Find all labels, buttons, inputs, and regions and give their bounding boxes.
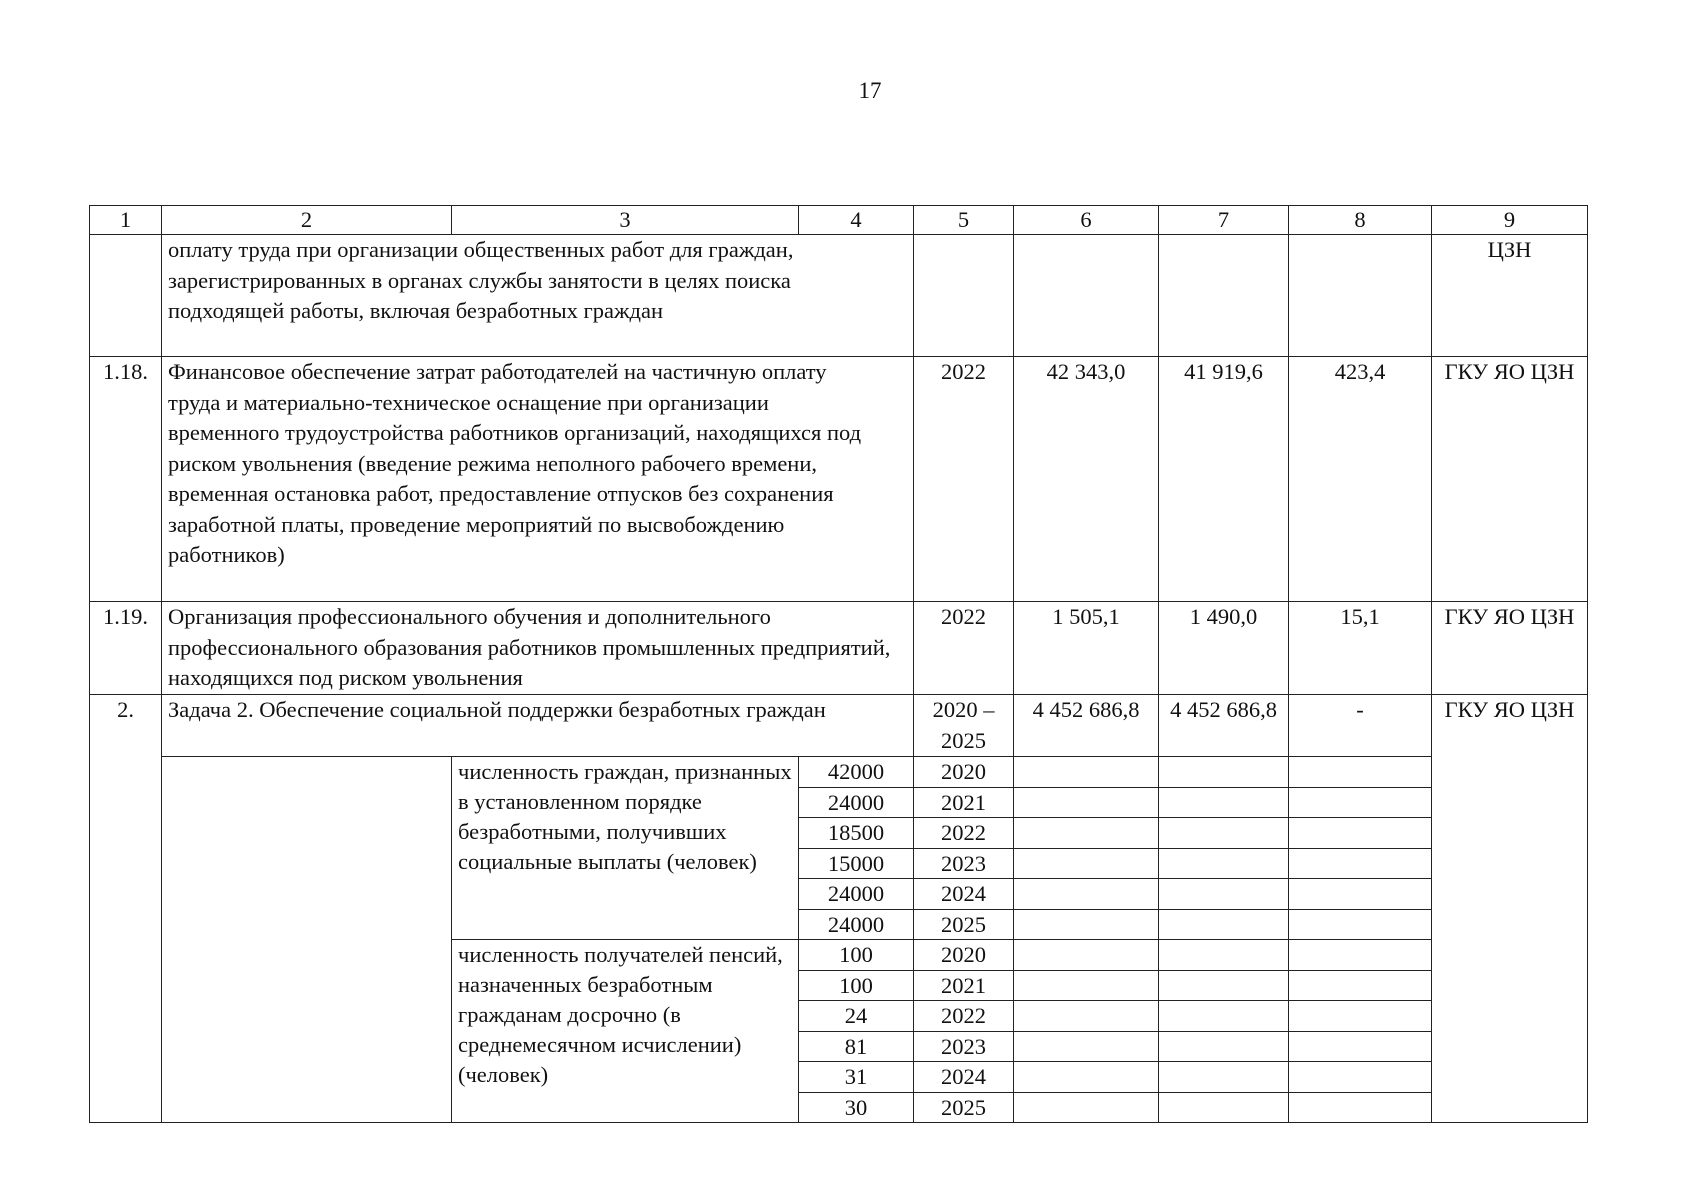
indicator-year: 2021 <box>914 970 1014 1001</box>
column-number: 9 <box>1432 206 1588 235</box>
column-number: 4 <box>799 206 914 235</box>
empty-cell <box>1159 909 1289 940</box>
empty-cell <box>1289 1092 1432 1123</box>
empty-cell <box>1159 970 1289 1001</box>
empty-cell <box>1014 1031 1159 1062</box>
indicator-value: 30 <box>799 1092 914 1123</box>
col8-cell: 15,1 <box>1289 602 1432 695</box>
row-number: 1.19. <box>90 602 162 695</box>
col8-cell: 423,4 <box>1289 357 1432 602</box>
empty-cell <box>1159 1031 1289 1062</box>
indicator-year: 2024 <box>914 879 1014 910</box>
indicator-value: 15000 <box>799 848 914 879</box>
indicator-year: 2020 <box>914 757 1014 788</box>
indicator-label: численность получателей пенсий, назначенных безработным гражданам досрочно (в среднемесячном исчислении) (человек) <box>452 940 799 1123</box>
executor-cell: ГКУ ЯО ЦЗН <box>1432 695 1588 1123</box>
indicator-year: 2021 <box>914 787 1014 818</box>
empty-cell <box>1159 787 1289 818</box>
activity-text: Задача 2. Обеспечение социальной поддержки безработных граждан <box>162 695 914 757</box>
year-cell <box>914 235 1014 357</box>
row-number: 1.18. <box>90 357 162 602</box>
empty-cell <box>1159 1001 1289 1032</box>
indicator-value: 24000 <box>799 879 914 910</box>
year-cell: 2020 – 2025 <box>914 695 1014 757</box>
empty-cell <box>1014 1092 1159 1123</box>
empty-cell <box>1159 1092 1289 1123</box>
column-number: 5 <box>914 206 1014 235</box>
activity-table <box>89 205 1588 1123</box>
col7-cell <box>1159 235 1289 357</box>
empty-cell <box>1014 1062 1159 1093</box>
col7-cell: 41 919,6 <box>1159 357 1289 602</box>
table-row-1-18 <box>90 357 1588 602</box>
row-number: 2. <box>90 695 162 1123</box>
column-number: 8 <box>1289 206 1432 235</box>
col7-cell: 4 452 686,8 <box>1159 695 1289 757</box>
empty-cell <box>1289 818 1432 849</box>
indicator-row <box>90 757 1588 788</box>
indicator-value: 24 <box>799 1001 914 1032</box>
executor-cell: ГКУ ЯО ЦЗН <box>1432 357 1588 602</box>
indicator-year: 2022 <box>914 1001 1014 1032</box>
table-row-continuation <box>90 235 1588 357</box>
empty-cell <box>1014 848 1159 879</box>
empty-cell <box>1289 1031 1432 1062</box>
column-number: 6 <box>1014 206 1159 235</box>
total-cell: 4 452 686,8 <box>1014 695 1159 757</box>
empty-cell <box>1289 757 1432 788</box>
column-number: 7 <box>1159 206 1289 235</box>
col8-cell <box>1289 235 1432 357</box>
empty-cell <box>1159 757 1289 788</box>
empty-cell <box>1289 1062 1432 1093</box>
table-row-2 <box>90 695 1588 757</box>
row-number-cell <box>90 235 162 357</box>
empty-cell <box>1014 1001 1159 1032</box>
empty-cell <box>1159 848 1289 879</box>
executor-cell: ЦЗН <box>1432 235 1588 357</box>
col8-cell: - <box>1289 695 1432 757</box>
indicator-year: 2023 <box>914 1031 1014 1062</box>
empty-cell <box>1159 1062 1289 1093</box>
empty-cell <box>1014 787 1159 818</box>
empty-cell <box>1014 909 1159 940</box>
table-row-1-19 <box>90 602 1588 695</box>
empty-cell <box>1159 940 1289 971</box>
indicator-year: 2022 <box>914 818 1014 849</box>
activity-text: Организация профессионального обучения и дополнительного профессионального образования работников промышленных предприятий, находящихся под риском увольнения <box>162 602 914 695</box>
indicator-value: 24000 <box>799 909 914 940</box>
empty-cell <box>1014 818 1159 849</box>
year-cell: 2022 <box>914 357 1014 602</box>
indicator-value: 42000 <box>799 757 914 788</box>
column-number: 2 <box>162 206 452 235</box>
empty-cell <box>1289 879 1432 910</box>
column-number: 1 <box>90 206 162 235</box>
total-cell: 1 505,1 <box>1014 602 1159 695</box>
indicator-spacer-cell <box>162 757 452 1123</box>
empty-cell <box>1289 909 1432 940</box>
empty-cell <box>1014 970 1159 1001</box>
year-cell: 2022 <box>914 602 1014 695</box>
empty-cell <box>1289 1001 1432 1032</box>
executor-cell: ГКУ ЯО ЦЗН <box>1432 602 1588 695</box>
indicator-value: 18500 <box>799 818 914 849</box>
indicator-year: 2025 <box>914 1092 1014 1123</box>
indicator-value: 100 <box>799 940 914 971</box>
empty-cell <box>1014 940 1159 971</box>
indicator-year: 2020 <box>914 940 1014 971</box>
indicator-year: 2023 <box>914 848 1014 879</box>
indicator-year: 2025 <box>914 909 1014 940</box>
empty-cell <box>1159 818 1289 849</box>
empty-cell <box>1159 879 1289 910</box>
indicator-value: 100 <box>799 970 914 1001</box>
total-cell <box>1014 235 1159 357</box>
activity-text: оплату труда при организации общественных работ для граждан, зарегистрированных в органах службы занятости в целях поиска подходящей работы, включая безработных граждан <box>162 235 914 357</box>
empty-cell <box>1289 940 1432 971</box>
empty-cell <box>1289 787 1432 818</box>
indicator-label: численность граждан, признанных в установленном порядке безработными, получивших социальные выплаты (человек) <box>452 757 799 940</box>
empty-cell <box>1289 970 1432 1001</box>
indicator-value: 24000 <box>799 787 914 818</box>
indicator-value: 81 <box>799 1031 914 1062</box>
column-number: 3 <box>452 206 799 235</box>
page-number: 17 <box>858 78 882 103</box>
column-number-row <box>90 206 1588 235</box>
empty-cell <box>1014 879 1159 910</box>
total-cell: 42 343,0 <box>1014 357 1159 602</box>
empty-cell <box>1289 848 1432 879</box>
empty-cell <box>1014 757 1159 788</box>
col7-cell: 1 490,0 <box>1159 602 1289 695</box>
indicator-value: 31 <box>799 1062 914 1093</box>
activity-text: Финансовое обеспечение затрат работодателей на частичную оплату труда и материально-техническое оснащение при организации временного трудоустройства работников организаций, находящихся под риском увольнения (введение режима неполного рабочего времени, временная остановка работ, предоставление отпусков без сохранения заработной платы, проведение мероприятий по высвобождению работников) <box>162 357 914 602</box>
indicator-year: 2024 <box>914 1062 1014 1093</box>
